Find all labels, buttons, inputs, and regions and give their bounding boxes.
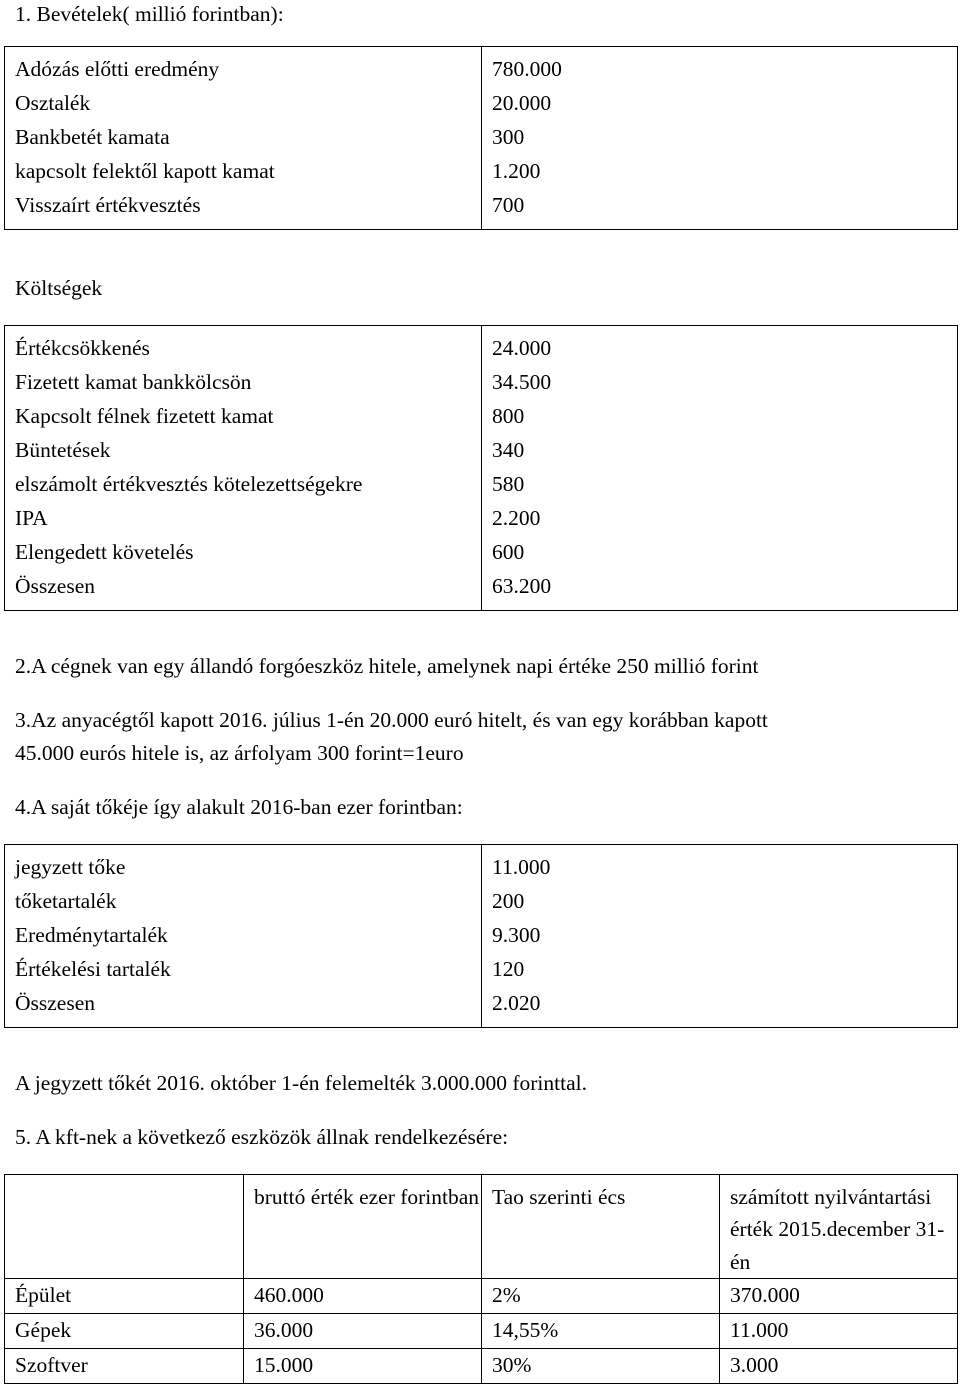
table-row: Szoftver 15.000 30% 3.000: [5, 1348, 958, 1383]
table-row: Kapcsolt félnek fizetett kamat 800: [5, 400, 958, 434]
table-row: elszámolt értékvesztés kötelezettségekre 580: [5, 468, 958, 502]
table-row: jegyzett tőke 11.000: [5, 845, 958, 886]
table-row: Elengedett követelés 600: [5, 536, 958, 570]
table-row: IPA 2.200: [5, 502, 958, 536]
table-row: Visszaírt értékvesztés 700: [5, 189, 958, 230]
assets-table: [4, 1174, 958, 1384]
table-row: Gépek 36.000 14,55% 11.000: [5, 1313, 958, 1348]
table-row: Összesen 63.200: [5, 570, 958, 611]
table-header-row: [5, 1175, 958, 1279]
col-header-tao: Tao szerinti écs: [482, 1175, 720, 1279]
revenues-table: [4, 46, 958, 230]
table-row: Adózás előtti eredmény 780.000: [5, 47, 958, 88]
costs-title: Költségek: [15, 276, 103, 300]
table-row: Osztalék 20.000: [5, 87, 958, 121]
table-row: Fizetett kamat bankkölcsön 34.500: [5, 366, 958, 400]
section5-title: 5. A kft-nek a következő eszközök állnak rendelkezésére:: [15, 1125, 509, 1149]
table-row: Összesen 2.020: [5, 987, 958, 1028]
table-row: Épület 460.000 2% 370.000: [5, 1278, 958, 1313]
table-row: Eredménytartalék 9.300: [5, 919, 958, 953]
col-header-nyilvantartasi: számított nyilvántartási érték 2015.december 31-én: [720, 1175, 958, 1279]
section3-line1: 3.Az anyacégtől kapott 2016. július 1-én 20.000 euró hitelt, és van egy korábban kapott: [15, 708, 768, 732]
section2-text: 2.A cégnek van egy állandó forgóeszköz hitele, amelynek napi értéke 250 millió forint: [15, 654, 759, 678]
section3-line2: 45.000 eurós hitele is, az árfolyam 300 forint=1euro: [15, 741, 464, 765]
table-row: kapcsolt felektől kapott kamat 1.200: [5, 155, 958, 189]
section4-note: A jegyzett tőkét 2016. október 1-én felemelték 3.000.000 forinttal.: [15, 1071, 587, 1095]
table-row: Bankbetét kamata 300: [5, 121, 958, 155]
table-row: Értékelési tartalék 120: [5, 953, 958, 987]
table-row: Értékcsökkenés 24.000: [5, 326, 958, 367]
table-row: Büntetések 340: [5, 434, 958, 468]
equity-table: [4, 844, 958, 1028]
table-row: tőketartalék 200: [5, 885, 958, 919]
section4-title: 4.A saját tőkéje így alakult 2016-ban ezer forintban:: [15, 795, 463, 819]
col-header-brutto: bruttó érték ezer forintban: [244, 1175, 482, 1279]
section1-title: 1. Bevételek( millió forintban):: [15, 2, 284, 26]
costs-table: [4, 325, 958, 611]
